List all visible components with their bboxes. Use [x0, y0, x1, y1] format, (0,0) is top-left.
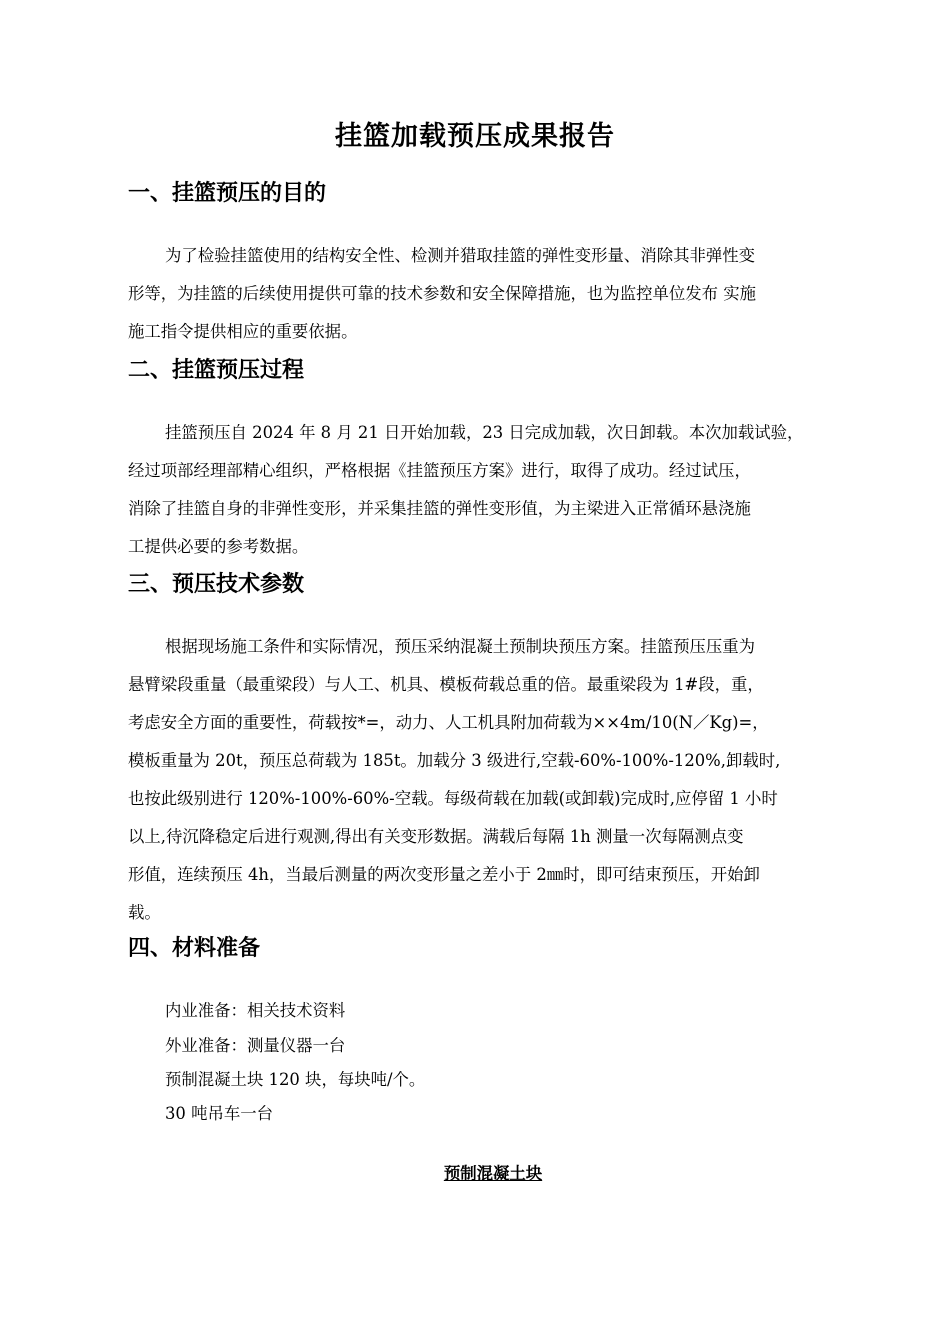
- figure-caption: 预制混凝土块: [443, 1164, 543, 1183]
- section-paragraph-process: [128, 414, 863, 566]
- paragraph-line: 施工指令提供相应的重要依据。: [128, 322, 358, 341]
- section-heading-parameters: 三、预压技术参数: [128, 571, 305, 597]
- paragraph-line: 考虑安全方面的重要性，荷载按*=，动力、人工机具附加荷载为××4m/10(N／Kg)=，: [128, 713, 769, 732]
- paragraph-line: 形值，连续预压 4h，当最后测量的两次变形量之差小于 2㎜时，即可结束预压，开始卸: [128, 865, 760, 884]
- list-item: 预制混凝土块 120 块，每块吨/个。: [165, 1070, 426, 1089]
- paragraph-line: 工提供必要的参考数据。: [128, 537, 309, 556]
- list-item: 30 吨吊车一台: [165, 1104, 274, 1123]
- section-paragraph-parameters: [128, 628, 863, 932]
- section-heading-purpose: 一、挂篮预压的目的: [128, 180, 327, 206]
- paragraph-line: 以上,待沉降稳定后进行观测,得出有关变形数据。满载后每隔 1h 测量一次每隔测点变: [128, 827, 744, 846]
- paragraph-line: 载。: [128, 903, 161, 922]
- list-item: 外业准备：测量仪器一台: [165, 1036, 346, 1055]
- section-paragraph-purpose: [128, 237, 863, 351]
- list-item: 内业准备：相关技术资料: [165, 1001, 346, 1020]
- paragraph-line: 也按此级别进行 120%-100%-60%-空载。每级荷载在加载(或卸载)完成时,应停留 1 小时: [128, 789, 778, 808]
- paragraph-line: 根据现场施工条件和实际情况，预压采纳混凝土预制块预压方案。挂篮预压压重为: [165, 637, 756, 656]
- paragraph-line: 模板重量为 20t，预压总荷载为 185t。加载分 3 级进行,空载-60%-100%-120%,卸载时,: [128, 751, 781, 770]
- paragraph-line: 形等，为挂篮的后续使用提供可靠的技术参数和安全保障措施，也为监控单位发布 实施: [128, 284, 757, 303]
- paragraph-line: 挂篮预压自 2024 年 8 月 21 日开始加载，23 日完成加载，次日卸载。本次加载试验，: [165, 423, 804, 442]
- section-heading-materials: 四、材料准备: [128, 935, 261, 961]
- document-title: 挂篮加载预压成果报告: [335, 121, 615, 152]
- paragraph-line: 悬臂梁段重量（最重梁段）与人工、机具、模板荷载总重的倍。最重梁段为 1#段，重，: [128, 675, 764, 694]
- paragraph-line: 消除了挂篮自身的非弹性变形，并采集挂篮的弹性变形值，为主梁进入正常循环悬浇施: [128, 499, 751, 518]
- paragraph-line: 经过项部经理部精心组织，严格根据《挂篮预压方案》进行，取得了成功。经过试压，: [128, 461, 751, 480]
- paragraph-line: 为了检验挂篮使用的结构安全性、检测并猎取挂篮的弹性变形量、消除其非弹性变: [165, 246, 756, 265]
- section-heading-process: 二、挂篮预压过程: [128, 357, 305, 383]
